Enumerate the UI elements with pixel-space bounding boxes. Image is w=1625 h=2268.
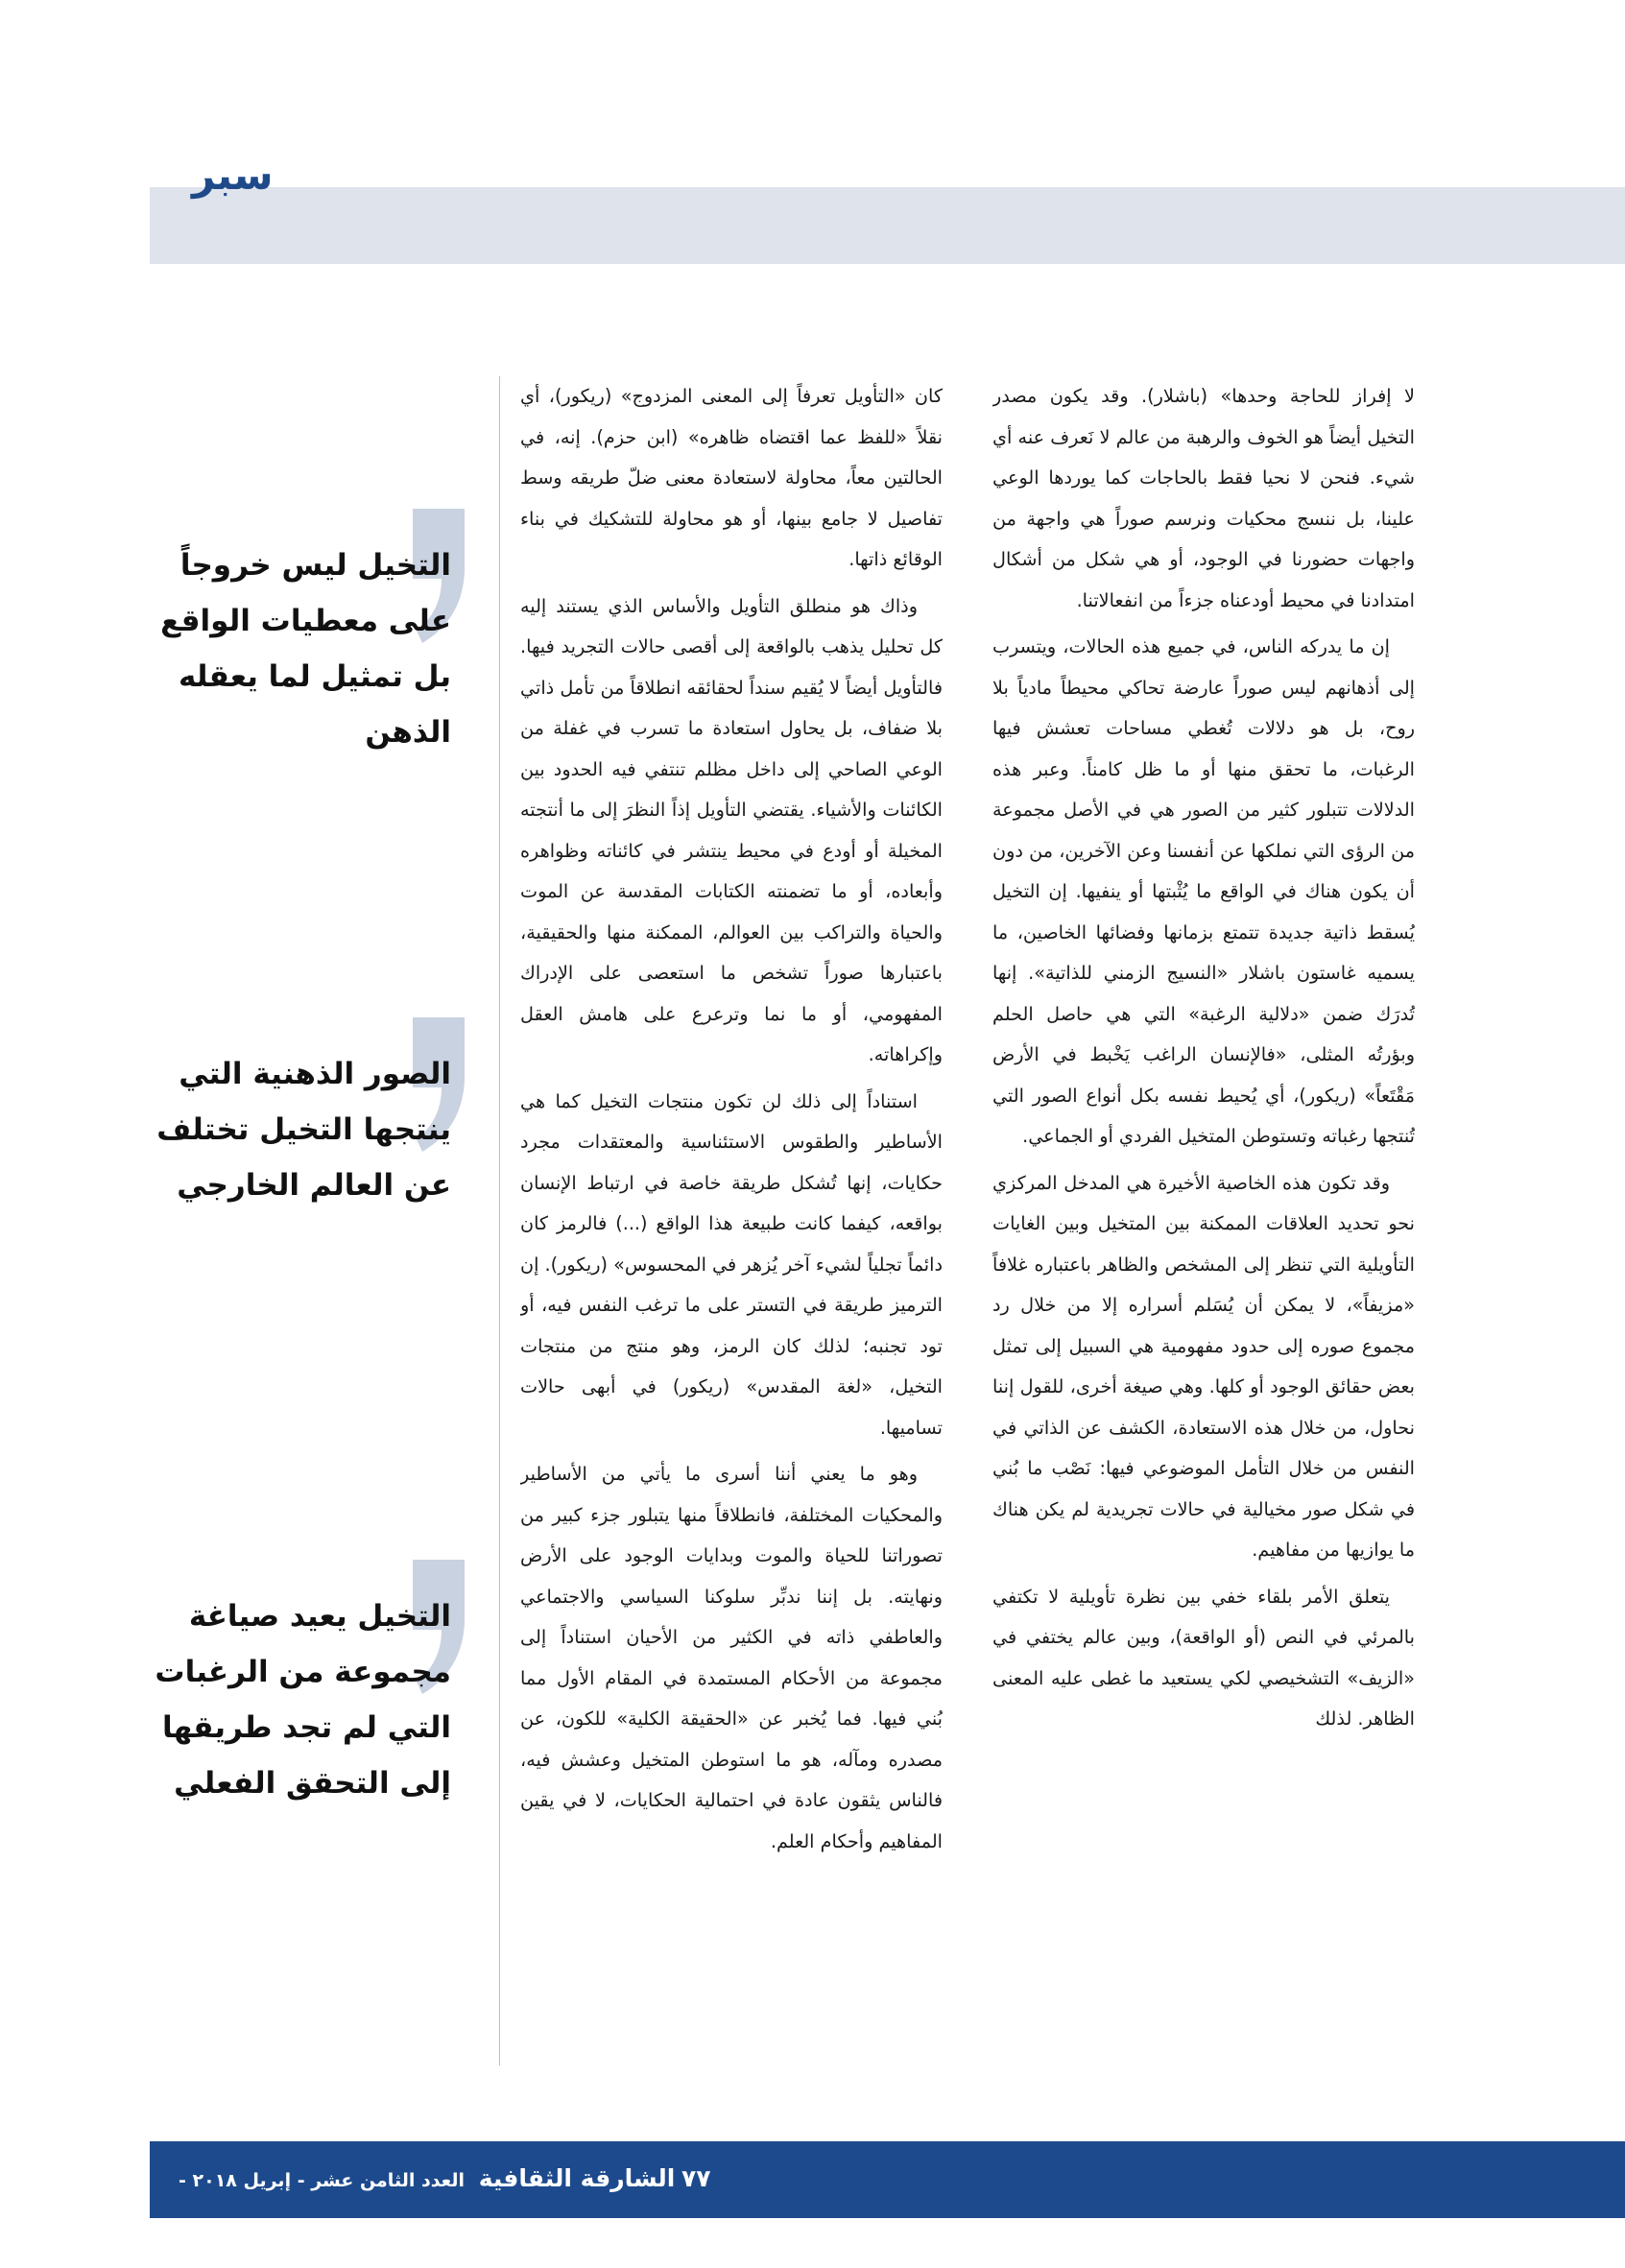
header-band (150, 187, 1625, 264)
paragraph: كان «التأويل تعرفاً إلى المعنى المزدوج» (ريكور)، أي نقلاً «للفظ عما اقتضاه ظاهره» (ابن حزم). إنه، في الحالتين معاً، محاولة لاستعادة معنى ضلّ طريقه وسط تفاصيل لا جامع بينها، أو هو محاولة للتشكيك في بناء الوقائع ذاتها. (520, 385, 943, 570)
pull-quote-2: الصور الذهنية التي ينتجها التخيل تختلف عن العالم الخارجي (156, 1057, 451, 1203)
pull-quote-1: التخيل ليس خروجاً على معطيات الواقع بل تمثيل لما يعقله الذهن (160, 548, 451, 750)
issue-label: العدد الثامن عشر - إبريل ٢٠١٨ - (179, 2170, 466, 2191)
pull-quote-3: التخيل يعيد صياغة مجموعة من الرغبات التي لم تجد طريقها إلى التحقق الفعلي (155, 1599, 451, 1801)
paragraph: يتعلق الأمر بلقاء خفي بين نظرة تأويلية لا تكتفي بالمرئي في النص (أو الواقعة)، وبين عالم يختفي في «الزيف» التشخيصي لكي يستعيد ما غطى عليه المعنى الظاهر. لذلك (992, 1585, 1415, 1730)
footer (179, 2160, 723, 2200)
column-divider (499, 376, 500, 2065)
paragraph: لا إفراز للحاجة وحدها» (باشلار). وقد يكون مصدر التخيل أيضاً هو الخوف والرهبة من عالم لا نَعرف عنه أي شيء. فنحن لا نحيا فقط بالحاجات كما يوردها الوعي علينا، بل ننسج محكيات ونرسم صوراً هي واجهة من واجهات حضورنا في الوجود، أو هي شكل من أشكال امتدادنا في محيط أودعناه جزءاً من انفعالاتنا. (992, 385, 1415, 611)
article-column-right (992, 376, 1415, 2056)
magazine-logo: الشارقة الثقافية (478, 2164, 676, 2192)
paragraph: وذاك هو منطلق التأويل والأساس الذي يستند إليه كل تحليل يذهب بالواقعة إلى أقصى حالات التجريد فيها. فالتأويل أيضاً لا يُقيم سنداً لحقائقه انطلاقاً من تأمل ذاتي بلا ضفاف، بل يحاول استعادة ما تسرب في غفلة من الوعي الصاحي إلى داخل مظلم تنتفي فيه الحدود بين الكائنات والأشياء. يقتضي التأويل إذاً النظرَ إلى ما أنتجته المخيلة أو أودع في محيط ينتشر في كائناته وظواهره وأبعاده، أو ما تضمنته الكتابات المقدسة عن الموت والحياة والتراكب بين العوالم، الممكنة منها والحقيقية، باعتبارها صوراً تشخص ما استعصى على الإدراك المفهومي، أو ما نما وترعرع على هامش العقل وإكراهاته. (520, 594, 943, 1065)
paragraph: وهو ما يعني أننا أسرى ما يأتي من الأساطير والمحكيات المختلفة، فانطلاقاً منها يتبلور جزء كبير من تصوراتنا للحياة والموت وبدايات الوجود على الأرض ونهايته. بل إننا ندبِّر سلوكنا السياسي والاجتماعي والعاطفي ذاته في الكثير من الأحيان استناداً إلى مجموعة من الأحكام المستمدة في المقام الأول مما بُني فيها. فما يُخبر عن «الحقيقة الكلية» للكون، عن مصدره ومآله، هو ما استوطن المتخيل وعشش فيه، فالناس يثقون عادة في احتمالية الحكايات، لا في يقين المفاهيم وأحكام العلم. (520, 1463, 943, 1852)
article-column-middle (520, 376, 943, 2056)
paragraph: إن ما يدركه الناس، في جميع هذه الحالات، ويتسرب إلى أذهانهم ليس صوراً عارضة تحاكي محيطاً مادياً بلا روح، بل هو دلالات تُغطي مساحات تعشش فيها الرغبات، ما تحقق منها أو ما ظل كامناً. وعبر هذه الدلالات تتبلور كثير من الصور هي في الأصل مجموعة من الرؤى التي نملكها عن أنفسنا وعن الآخرين، من دون أن يكون هناك في الواقع ما يُثْبتها أو ينفيها. إن التخيل يُسقط ذاتية جديدة تتمتع بزمانها وفضائها الخاصين، ما يسميه غاستون باشلار «النسيج الزمني للذاتية». إنها تُدرَك ضمن «دلالية الرغبة» التي هي حاصل الحلم وبؤرتُه المثلى، «فالإنسان الراغب يَخْبط في الأرض مَقْتَعاً» (ريكور)، أي يُحيط نفسه بكل أنواع الصور التي تُنتجها رغباته وتستوطن المتخيل الفردي أو الجماعي. (992, 635, 1415, 1147)
paragraph: استناداً إلى ذلك لن تكون منتجات التخيل كما هي الأساطير والطقوس الاستئناسية والمعتقدات مجرد حكايات، إنها تُشكل طريقة خاصة في ارتباط الإنسان بواقعه، كيفما كانت طبيعة هذا الواقع (...) فالرمز كان دائماً تجلياً لشيء آخر يُزهر في المحسوس» (ريكور). إن الترميز طريقة في التستر على ما ترغب النفس فيه، أو تود تجنبه؛ لذلك كان الرمز، وهو منتج من منتجات التخيل، «لغة المقدس» (ريكور) في أبهى حالات تساميها. (520, 1089, 943, 1439)
paragraph: وقد تكون هذه الخاصية الأخيرة هي المدخل المركزي نحو تحديد العلاقات الممكنة بين المتخيل وبين الغايات التأويلية التي تنظر إلى المشخص والظاهر باعتباره غلافاً «مزيفاً»، لا يمكن أن يُسَلم أسراره إلا من خلال رد مجموع صوره إلى حدود مفهومية هي السبيل إلى تمثل بعض حقائق الوجود أو كلها. وهي صيغة أخرى، للقول إننا نحاول، من خلال هذه الاستعادة، الكشف عن الذاتي في النفس من خلال التأمل الموضوعي فيها: نَصْب ما بُني في شكل صور مخيالية في حالات تجريدية لم يكن هناك ما يوازيها من مفاهيم. (992, 1171, 1415, 1561)
page-number: ٧٧ (681, 2164, 711, 2192)
section-title: سبر (192, 152, 274, 199)
